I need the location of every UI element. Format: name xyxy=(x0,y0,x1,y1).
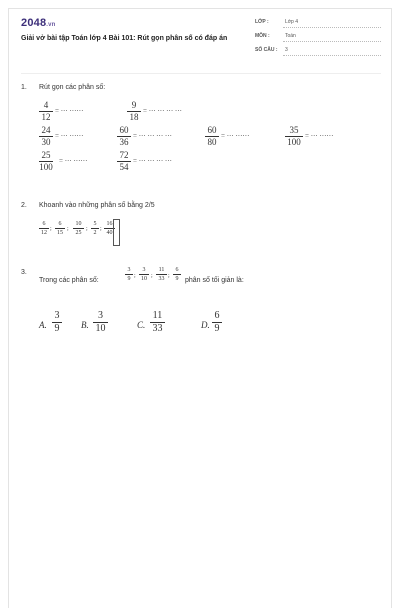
q1-answer-blank[interactable]: = ··· ······ xyxy=(55,107,84,115)
q1-answer-blank[interactable]: = ··· ······ xyxy=(305,132,334,140)
denominator: 54 xyxy=(119,162,129,172)
option-b-fraction[interactable] xyxy=(93,311,108,334)
numerator: 16 xyxy=(106,221,113,227)
numerator: 24 xyxy=(41,125,51,135)
numerator: 3 xyxy=(142,267,146,273)
denominator: 2 xyxy=(93,230,97,236)
numerator: 11 xyxy=(152,310,163,321)
page-title: Giải vở bài tập Toán lớp 4 Bài 101: Rút gọn phân số có đáp án xyxy=(21,35,228,42)
logo-text: 2048 xyxy=(21,17,47,29)
denominator: 12 xyxy=(41,112,51,122)
denominator: 25 xyxy=(75,230,82,236)
q3-separator: ; xyxy=(151,273,153,279)
q2-fraction[interactable] xyxy=(55,221,65,236)
numerator: 6 xyxy=(42,221,46,227)
numerator: 35 xyxy=(289,125,299,135)
q1-answer-blank[interactable]: = ··· ··· ··· ··· xyxy=(133,132,172,140)
numerator: 10 xyxy=(75,221,82,227)
worksheet-page xyxy=(8,8,392,608)
denominator: 33 xyxy=(152,323,163,334)
meta-value: Lớp 4 xyxy=(285,19,299,25)
q3-fraction xyxy=(173,267,181,282)
meta-subject xyxy=(255,33,296,39)
meta-count xyxy=(255,47,288,53)
denominator: 33 xyxy=(158,276,165,282)
denominator: 9 xyxy=(214,323,220,334)
option-a-fraction[interactable] xyxy=(52,311,62,334)
q1-fraction xyxy=(39,151,53,172)
q2-separator: ; xyxy=(67,226,69,232)
q3-text-before: Trong các phân số: xyxy=(39,277,99,284)
numerator: 5 xyxy=(93,221,97,227)
denominator: 80 xyxy=(207,137,217,147)
denominator: 12 xyxy=(41,230,47,236)
denominator: 9 xyxy=(175,276,179,282)
numerator: 6 xyxy=(175,267,179,273)
q2-separator: ; xyxy=(50,226,52,232)
circle-mark xyxy=(113,219,120,246)
q1-fraction xyxy=(205,126,219,147)
q1-fraction xyxy=(285,126,303,147)
q2-number: 2. xyxy=(21,202,27,209)
option-d-fraction[interactable] xyxy=(212,311,222,334)
denominator: 30 xyxy=(41,137,51,147)
q3-number: 3. xyxy=(21,269,27,276)
numerator: 4 xyxy=(43,100,49,110)
q1-answer-blank[interactable]: = ··· ······ xyxy=(221,132,250,140)
denominator: 10 xyxy=(141,276,147,282)
q2-fraction[interactable] xyxy=(91,221,99,236)
q3-fraction xyxy=(156,267,167,282)
q1-fraction xyxy=(117,126,131,147)
numerator: 60 xyxy=(119,125,129,135)
option-c-label[interactable]: C. xyxy=(137,320,146,330)
q1-fraction xyxy=(117,151,131,172)
header-divider xyxy=(21,73,381,74)
numerator: 3 xyxy=(127,267,131,273)
q2-fraction[interactable] xyxy=(39,221,49,236)
meta-key: LỚP : xyxy=(255,19,269,25)
numerator: 6 xyxy=(58,221,62,227)
meta-key: SỐ CÂU : xyxy=(255,47,278,53)
numerator: 25 xyxy=(41,150,51,160)
denominator: 36 xyxy=(119,137,129,147)
numerator: 3 xyxy=(98,310,103,321)
numerator: 60 xyxy=(207,125,217,135)
option-c-fraction[interactable] xyxy=(150,311,165,334)
denominator: 100 xyxy=(39,162,53,172)
numerator: 72 xyxy=(119,150,129,160)
option-b-label[interactable]: B. xyxy=(81,320,89,330)
numerator: 3 xyxy=(54,310,60,321)
denominator: 18 xyxy=(129,112,139,122)
option-a-label[interactable]: A. xyxy=(39,320,47,330)
q1-answer-blank[interactable]: = ··· ··· ··· ··· xyxy=(133,157,172,165)
meta-key: MÔN : xyxy=(255,33,270,39)
denominator: 9 xyxy=(54,323,60,334)
q2-separator: ; xyxy=(86,226,88,232)
q2-separator: ; xyxy=(100,226,102,232)
q1-text: Rút gọn các phân số: xyxy=(39,84,106,91)
numerator: 9 xyxy=(131,100,137,110)
q3-fraction xyxy=(139,267,149,282)
q1-answer-blank[interactable]: = ··· ······ xyxy=(59,157,88,165)
q3-text-after: phân số tối giản là: xyxy=(185,277,244,284)
denominator: 100 xyxy=(287,137,301,147)
numerator: 11 xyxy=(158,267,165,273)
q3-separator: ; xyxy=(168,273,170,279)
denominator: 15 xyxy=(57,230,63,236)
logo-suffix: .vn xyxy=(46,22,56,28)
denominator: 9 xyxy=(127,276,131,282)
meta-value: 3 xyxy=(285,47,288,53)
option-d-label[interactable]: D. xyxy=(201,320,210,330)
site-logo[interactable] xyxy=(21,17,56,29)
q1-fraction xyxy=(127,101,141,122)
q1-fraction xyxy=(39,126,53,147)
q3-fraction xyxy=(125,267,133,282)
meta-value: Toán xyxy=(285,33,296,39)
denominator: 40 xyxy=(106,230,113,236)
q1-number: 1. xyxy=(21,84,27,91)
q2-text: Khoanh vào những phân số bằng 2/5 xyxy=(39,202,155,209)
q3-separator: ; xyxy=(134,273,136,279)
q1-fraction xyxy=(39,101,53,122)
q1-answer-blank[interactable]: = ··· ··· ··· ··· xyxy=(143,107,182,115)
q2-fraction[interactable] xyxy=(73,221,84,236)
numerator: 6 xyxy=(214,310,220,321)
q1-answer-blank[interactable]: = ··· ······ xyxy=(55,132,84,140)
denominator: 10 xyxy=(95,323,106,334)
meta-class xyxy=(255,19,298,25)
